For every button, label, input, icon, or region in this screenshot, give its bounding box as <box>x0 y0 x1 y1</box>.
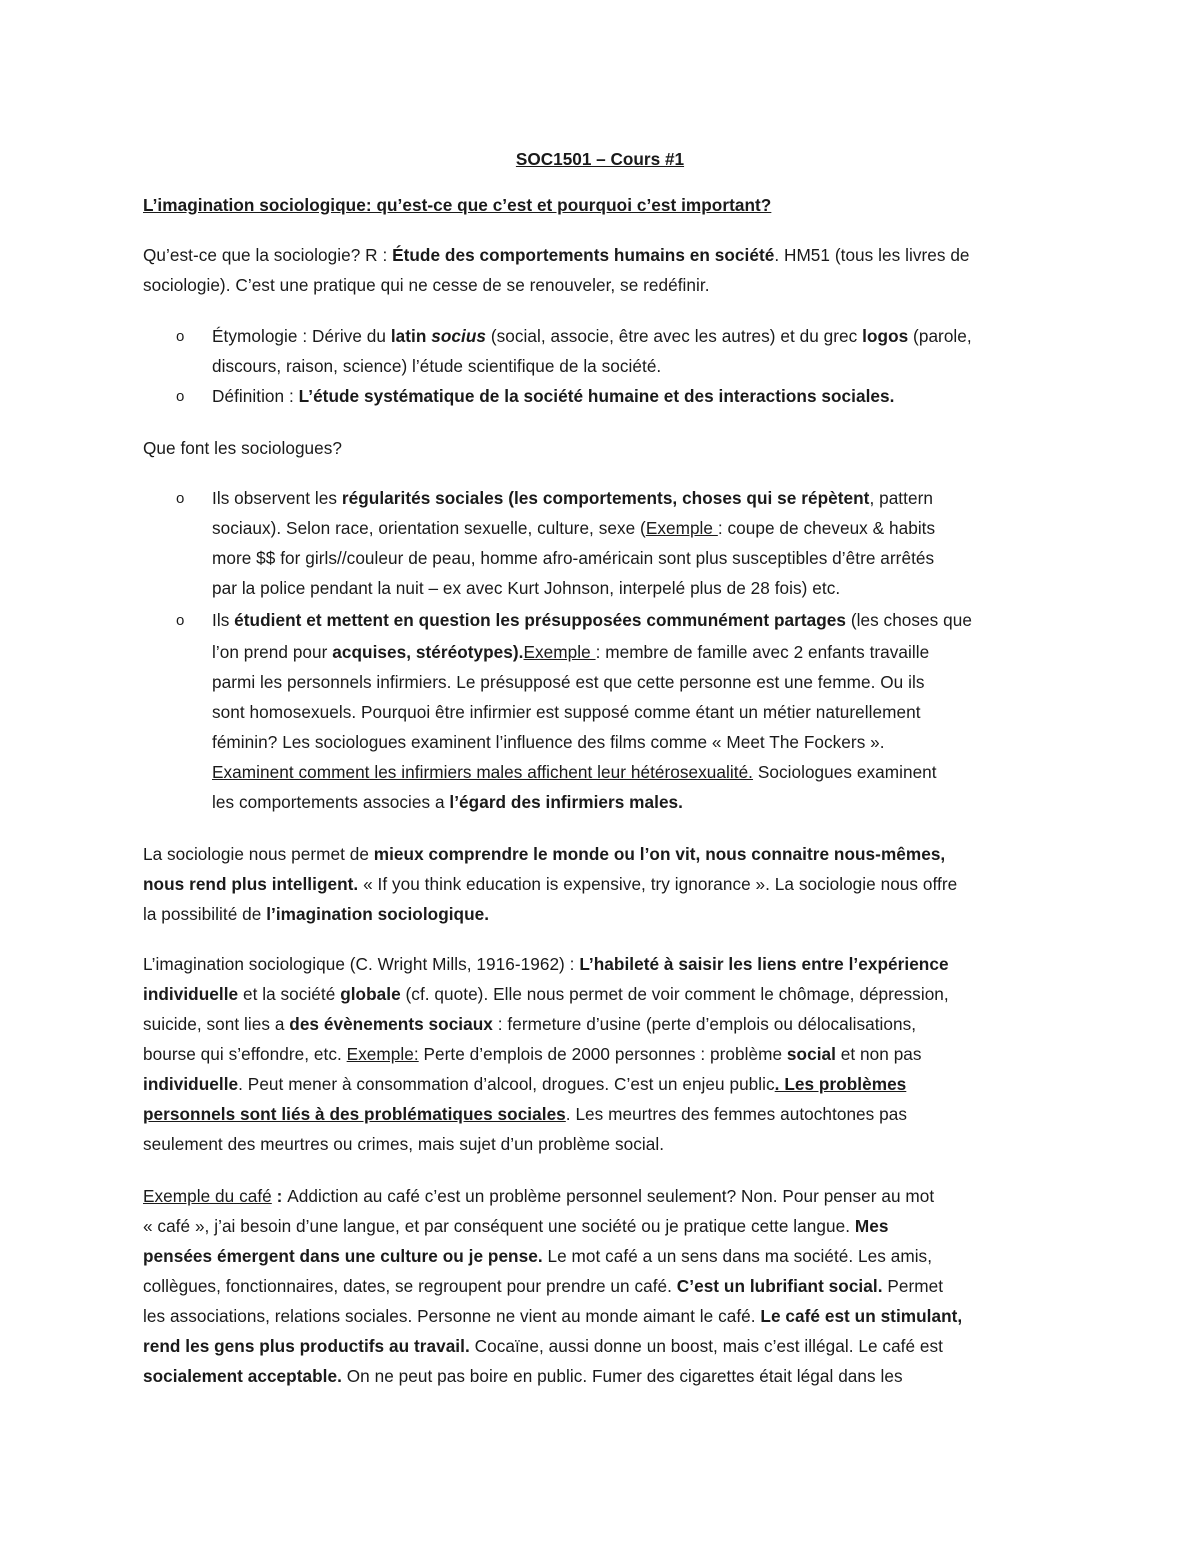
bullet-line: l’on prend pour acquises, stéréotypes).Exemple : membre de famille avec 2 enfants travaille <box>212 642 930 662</box>
paragraph-line: les associations, relations sociales. Personne ne vient au monde aimant le café. Le café est un stimulant, <box>143 1306 963 1326</box>
paragraph-line: seulement des meurtres ou crimes, mais sujet d’un problème social. <box>143 1134 665 1154</box>
bullet-line: sociaux). Selon race, orientation sexuelle, culture, sexe (Exemple : coupe de cheveux & habits <box>212 518 936 538</box>
paragraph-line: Que font les sociologues? <box>143 438 343 458</box>
paragraph-line: individuelle et la société globale (cf. quote). Elle nous permet de voir comment le chômage, dépression, <box>143 984 949 1004</box>
bullet-marker: o <box>176 328 185 345</box>
paragraph-line: individuelle. Peut mener à consommation d’alcool, drogues. C’est un enjeu public. Les problèmes <box>143 1074 907 1094</box>
bullet-marker: o <box>176 612 185 629</box>
bullet-line: féminin? Les sociologues examinent l’influence des films comme « Meet The Fockers ». <box>212 732 885 752</box>
paragraph-line: L’imagination sociologique (C. Wright Mills, 1916-1962) : L’habileté à saisir les liens entre l’expérience <box>143 954 949 974</box>
bullet-line: parmi les personnels infirmiers. Le présupposé est que cette personne est une femme. Ou ils <box>212 672 925 692</box>
paragraph-line: rend les gens plus productifs au travail. Cocaïne, aussi donne un boost, mais c’est illégal. Le café est <box>143 1336 944 1356</box>
paragraph-line: « café », j’ai besoin d’une langue, et par conséquent une société ou je pratique cette langue. Mes <box>143 1216 889 1236</box>
paragraph-line: pensées émergent dans une culture ou je pense. Le mot café a un sens dans ma société. Les amis, <box>143 1246 933 1266</box>
paragraph-line: collègues, fonctionnaires, dates, se regroupent pour prendre un café. C’est un lubrifiant social. Permet <box>143 1276 944 1296</box>
paragraph-line: Qu’est-ce que la sociologie? R : Étude des comportements humains en société. HM51 (tous les livres de <box>143 245 970 265</box>
paragraph-line: sociologie). C’est une pratique qui ne cesse de se renouveler, se redéfinir. <box>143 275 710 295</box>
bullet-marker: o <box>176 388 185 405</box>
bullet-line: discours, raison, science) l’étude scientifique de la société. <box>212 356 662 376</box>
paragraph-line: Exemple du café : Addiction au café c’est un problème personnel seulement? Non. Pour penser au mot <box>143 1186 935 1206</box>
bullet-line: sont homosexuels. Pourquoi être infirmier est supposé comme étant un métier naturellement <box>212 702 921 722</box>
bullet-line: Ils étudient et mettent en question les présupposées communément partages (les choses que <box>212 610 972 630</box>
paragraph-line: bourse qui s’effondre, etc. Exemple: Perte d’emplois de 2000 personnes : problème social et non pas <box>143 1044 922 1064</box>
paragraph-line: suicide, sont lies a des évènements sociaux : fermeture d’usine (perte d’emplois ou délocalisations, <box>143 1014 917 1034</box>
bullet-marker: o <box>176 490 185 507</box>
bullet-line: Étymologie : Dérive du latin socius (social, associe, être avec les autres) et du grec logos (parole, <box>212 326 972 346</box>
paragraph-line: la possibilité de l’imagination sociologique. <box>143 904 490 924</box>
section-heading: L’imagination sociologique: qu’est-ce que c’est et pourquoi c’est important? <box>143 195 772 215</box>
paragraph-line: personnels sont liés à des problématiques sociales. Les meurtres des femmes autochtones pas <box>143 1104 907 1124</box>
bullet-line: Ils observent les régularités sociales (les comportements, choses qui se répètent, pattern <box>212 488 933 508</box>
bullet-line: par la police pendant la nuit – ex avec Kurt Johnson, interpelé plus de 28 fois) etc. <box>212 578 841 598</box>
paragraph-line: socialement acceptable. On ne peut pas boire en public. Fumer des cigarettes était légal dans les <box>143 1366 903 1386</box>
bullet-line: more $$ for girls//couleur de peau, homme afro-américain sont plus susceptibles d’être arrêtés <box>212 548 935 568</box>
bullet-line: les comportements associes a l’égard des infirmiers males. <box>212 792 683 812</box>
bullet-line: Définition : L’étude systématique de la société humaine et des interactions sociales. <box>212 386 895 406</box>
page-title: SOC1501 – Cours #1 <box>515 149 685 169</box>
bullet-line: Examinent comment les infirmiers males affichent leur hétérosexualité. Sociologues examinent <box>212 762 937 782</box>
paragraph-line: La sociologie nous permet de mieux comprendre le monde ou l’on vit, nous connaitre nous-mêmes, <box>143 844 946 864</box>
paragraph-line: nous rend plus intelligent. « If you think education is expensive, try ignorance ». La sociologie nous offre <box>143 874 958 894</box>
